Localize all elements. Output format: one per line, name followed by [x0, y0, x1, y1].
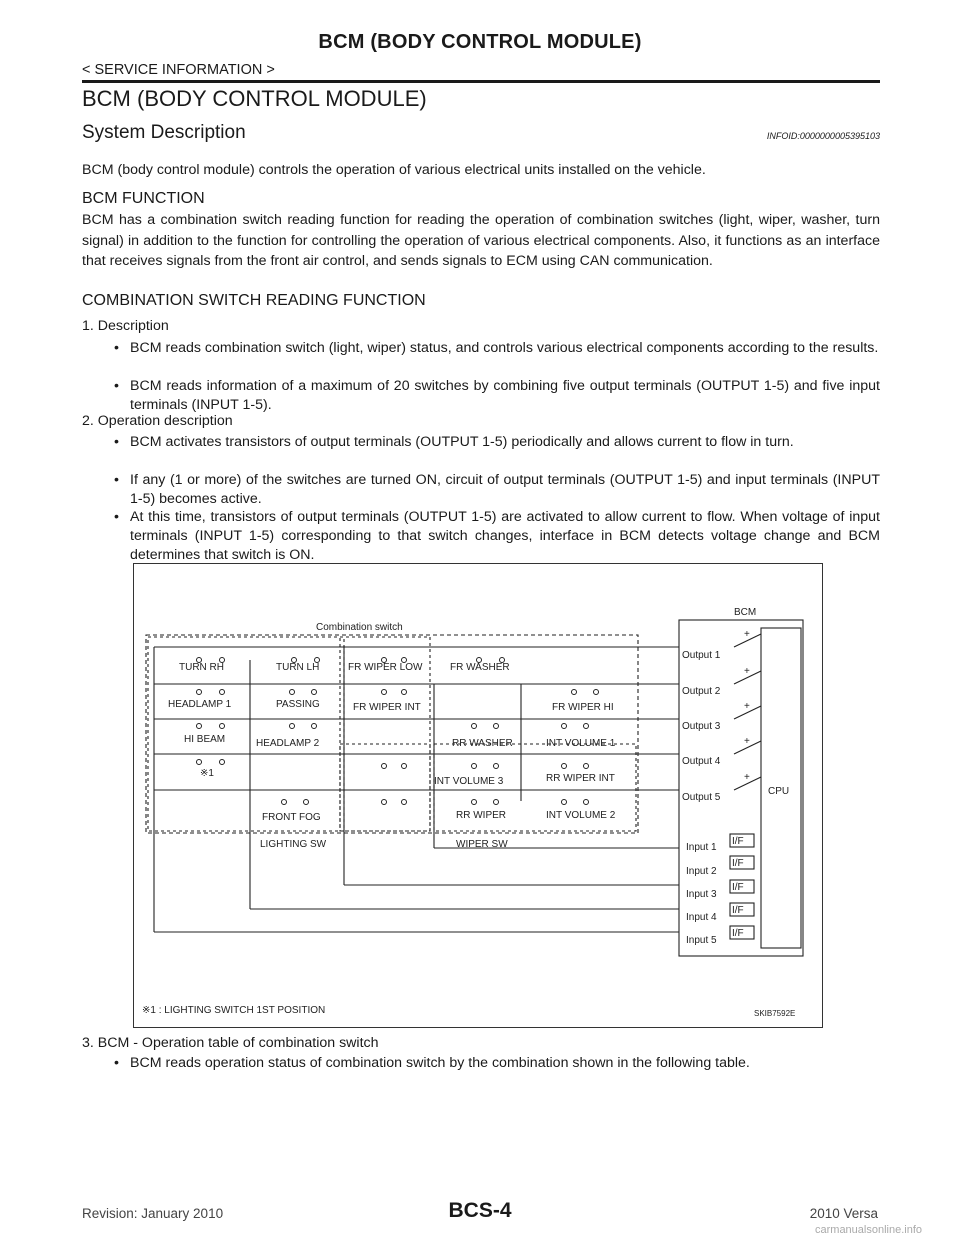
if-label-4: I/F	[732, 905, 744, 916]
reading-function-heading: COMBINATION SWITCH READING FUNCTION	[82, 292, 426, 309]
label-combination-switch: Combination switch	[316, 622, 403, 633]
step-3-label: 3. BCM - Operation table of combination switch	[82, 1035, 379, 1051]
label-bcm: BCM	[734, 607, 757, 618]
list-item: • If any (1 or more) of the switches are turned ON, circuit of output terminals (OUTPUT 1-5) and input terminals (INPUT 1-5) becomes active.	[114, 472, 880, 507]
switch-note-1: ※1	[200, 768, 214, 779]
switch-rr-washer: RR WASHER	[452, 738, 513, 749]
footer-revision: Revision: January 2010	[82, 1206, 224, 1221]
if-label-2: I/F	[732, 858, 744, 869]
section-subtitle: System Description	[82, 122, 246, 143]
switch-headlamp-1: HEADLAMP 1	[168, 699, 232, 710]
list-item: • BCM reads combination switch (light, wiper) status, and controls various electrical components according to the results.	[114, 340, 879, 356]
if-label-5: I/F	[732, 928, 744, 939]
label-input-1: Input 1	[686, 842, 717, 853]
combination-switch-diagram	[133, 563, 823, 1028]
step-1-label: 1. Description	[82, 318, 169, 334]
switch-turn-lh: TURN LH	[276, 662, 320, 673]
running-header-title: BCM (BODY CONTROL MODULE)	[318, 31, 642, 53]
list-item: • BCM reads information of a maximum of 20 switches by combining five output terminals (OUTPUT 1-5) and five input terminals (INPUT 1-5).	[114, 378, 880, 413]
if-label-3: I/F	[732, 882, 744, 893]
info-id: INFOID:0000000005395103	[766, 131, 880, 141]
label-output-1: Output 1	[682, 650, 721, 661]
section-title: BCM (BODY CONTROL MODULE)	[82, 86, 427, 111]
switch-turn-rh: TURN RH	[179, 662, 224, 673]
bcm-function-heading: BCM FUNCTION	[82, 190, 205, 207]
diagram-footnote: ※1 : LIGHTING SWITCH 1ST POSITION	[142, 1005, 326, 1016]
plus-5: +	[744, 772, 750, 783]
switch-hi-beam: HI BEAM	[184, 734, 226, 745]
figure-id: SKIB7592E	[754, 1009, 796, 1018]
label-wiper-sw: WIPER SW	[456, 839, 508, 850]
label-output-5: Output 5	[682, 792, 721, 803]
label-output-2: Output 2	[682, 686, 721, 697]
switch-int-volume-2: INT VOLUME 2	[546, 810, 616, 821]
plus-1: +	[744, 629, 750, 640]
label-cpu: CPU	[768, 786, 790, 797]
list-item: • BCM reads operation status of combination switch by the combination shown in the following table.	[114, 1055, 750, 1071]
list-item: • BCM activates transistors of output terminals (OUTPUT 1-5) periodically and allows current to flow in turn.	[114, 434, 794, 450]
step-2-label: 2. Operation description	[82, 413, 233, 429]
switch-passing: PASSING	[276, 699, 320, 710]
footer-page-number: BCS-4	[448, 1199, 512, 1222]
label-input-2: Input 2	[686, 866, 717, 877]
plus-3: +	[744, 701, 750, 712]
switch-rr-wiper: RR WIPER	[456, 810, 506, 821]
switch-rr-wiper-int: RR WIPER INT	[546, 773, 615, 784]
label-input-4: Input 4	[686, 912, 717, 923]
plus-2: +	[744, 666, 750, 677]
label-input-5: Input 5	[686, 935, 717, 946]
label-lighting-sw: LIGHTING SW	[260, 839, 327, 850]
switch-fr-wiper-int: FR WIPER INT	[353, 702, 421, 713]
switch-int-volume-3: INT VOLUME 3	[434, 776, 504, 787]
switch-front-fog: FRONT FOG	[262, 812, 321, 823]
label-output-4: Output 4	[682, 756, 721, 767]
bcm-function-paragraph: BCM has a combination switch reading function for reading the operation of combination switches (light, wiper, washer, turn signal) in addition to the function for controlling the operation of various electrical components. Also, it functions as an interface that receives signals from the front air control, and sends signals to ECM using CAN communication.	[82, 212, 880, 269]
switch-int-volume-1: INT VOLUME 1	[546, 738, 616, 749]
plus-4: +	[744, 736, 750, 747]
footer-version: 2010 Versa	[809, 1206, 878, 1221]
watermark: carmanualsonline.info	[815, 1224, 923, 1236]
switch-fr-wiper-low: FR WIPER LOW	[348, 662, 423, 673]
intro-paragraph: BCM (body control module) controls the operation of various electrical units installed on the vehicle.	[82, 162, 706, 178]
switch-headlamp-2: HEADLAMP 2	[256, 738, 320, 749]
diagram-svg	[134, 564, 822, 1027]
header-rule	[82, 80, 880, 83]
switch-fr-wiper-hi: FR WIPER HI	[552, 702, 614, 713]
label-input-3: Input 3	[686, 889, 717, 900]
switch-fr-washer: FR WASHER	[450, 662, 510, 673]
breadcrumb: < SERVICE INFORMATION >	[82, 62, 275, 78]
label-output-3: Output 3	[682, 721, 721, 732]
if-label-1: I/F	[732, 836, 744, 847]
list-item: • At this time, transistors of output terminals (OUTPUT 1-5) are activated to allow current to flow. When voltage of input terminals (INPUT 1-5) corresponding to that switch changes, interface in BCM detects voltage change and BCM determines that switch is ON.	[114, 509, 880, 563]
